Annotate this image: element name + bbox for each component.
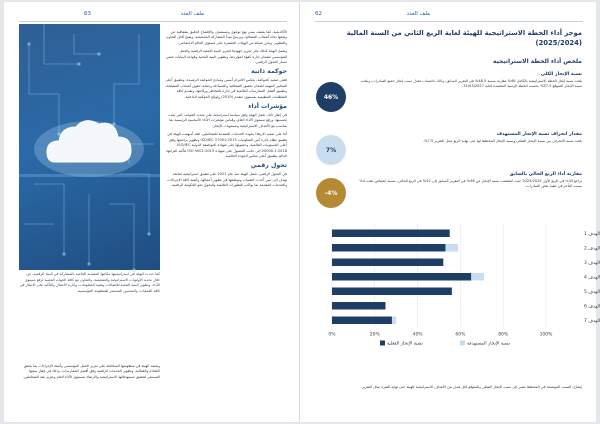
bar-actual bbox=[332, 230, 450, 238]
kpi-description: بلغت نسبة إنجاز الخطة الاستراتيجية بالكامل 46% مقارنة بنسبة 48.5% في التقرير السابق، وذلك باحتساب معدل نسب إنجاز جميع المبادرات، وبلغت نسبة الإنجاز المتوقع 37.5% بحسب الخطة الزمنية المعتمدة لغاية 31/03/2027. bbox=[360, 79, 582, 89]
bottom-paragraph bbox=[19, 364, 160, 383]
kpi-block-deviation bbox=[356, 132, 582, 144]
objectives-bar-chart bbox=[310, 220, 600, 378]
kpi-circle-total: 46% bbox=[316, 82, 346, 112]
paragraph: الأكاديمية، كما يتصف بتبني نهج توعوي ومستميل، والإفصاح الدقيق بشفافية عن وضعها تجاه أصحاب المصالح، ويرسخ مبدأ المشاركة المجتمعية، ويفتح آفاق التعاون والتطوير، ويعزز شبكة من الهيئات المتميزة على مستوى العالم الاجتماعي. bbox=[165, 30, 287, 45]
bar-actual bbox=[332, 317, 392, 325]
x-tick-label: 80% bbox=[498, 332, 509, 338]
legend-swatch bbox=[460, 341, 465, 346]
paragraph: وتعتمد الهيئة في منظومتها المتكاملة على تعزيز العمل المؤسسي وأتمتة الإجراءات بما يحقق الكفاءة والفعالية، وتطوير الخدمات الرقمية وفق أفضل الممارسات، وذلك في إطار سعيها المستمر لتحقيق مستهدفاتها الاستراتيجية والارتقاء بمستوى الأداء العام وتعزيز ثقة المتعاملين. bbox=[22, 364, 160, 379]
cloud-circuit-image bbox=[19, 24, 160, 270]
kpi-title: مقارنة أداء الربع الحالي بالسابق bbox=[509, 172, 582, 177]
article-column bbox=[164, 30, 287, 192]
category-label: الهدف 3 bbox=[584, 260, 600, 266]
paragraph: أما على صعيد الارتقاء بجودة الخدمات المقدمة للمتعاملين، فقد أسهمت الهيئة في تطبيق نظام إدارة أمن المعلومات ISO/IEC 27001:2013 وتطوير برامجها وفق أعلى المستويات العالمية، وحصولها على شهادة المواصفة الدولية ISO/IEC 20000-1:2018 إلى جانب الحصول على شهادة ISO 9001:2015 لتأكيد التزامها الدائم بتطبيق أعلى معايير الجودة العالمية. bbox=[166, 132, 287, 158]
category-label: الهدف 1 bbox=[584, 231, 600, 237]
bar-actual bbox=[332, 273, 471, 281]
paragraph: فعلى صعيد الحوكمة، يعكس الالتزام أسس ومبادئ الحوكمة الرشيدة، وتطبيق أعلى المعايير المهنية لضمان تحقيق الشفافية والمساءلة وحماية حقوق أصحاب المصلحة، وتطبيق أفضل الممارسات العالمية في إدارة المخاطر ورقابتها، وتقديم كافة المتطلبات التنظيمية بمستوى متقدم (2019) ولوائح الحوكمة الداخلية. bbox=[165, 78, 287, 99]
kpi-circle-deviation: 7% bbox=[316, 135, 346, 165]
kpi-circle-quarter: -4% bbox=[316, 178, 346, 208]
bar-actual bbox=[332, 288, 452, 296]
kpi-title: مقدار انحراف نسبة الإنجاز المستهدف bbox=[496, 132, 582, 137]
header-rule bbox=[315, 21, 583, 22]
category-label: الهدف 2 bbox=[584, 246, 600, 252]
page-number: 62 bbox=[315, 11, 322, 17]
x-tick-label: 20% bbox=[369, 332, 380, 338]
summary-heading: ملخص أداء الخطة الاستراتيجية bbox=[492, 58, 582, 65]
x-tick-label: 0% bbox=[328, 332, 336, 338]
cloud-icon bbox=[19, 24, 160, 270]
category-label: الهدف 5 bbox=[584, 289, 600, 295]
category-label: الهدف 4 bbox=[584, 275, 600, 281]
section-label: ملف العدد bbox=[180, 11, 204, 17]
chart-svg bbox=[310, 220, 600, 378]
right-page bbox=[300, 2, 600, 422]
paragraph: وتعمل الهيئة كذلك على تعزيز جهودها لتعزيز البنية التحتية الرقمية والعمل المؤسسي لضمان إدارة كفؤة لمواردها، وتطوير البنية التحتية وقواعد البيانات ضمن مسار التحول الرقمي. bbox=[165, 49, 287, 65]
category-label: الهدف 7 bbox=[584, 318, 600, 324]
x-tick-label: 40% bbox=[412, 332, 423, 338]
magazine-spread bbox=[4, 2, 600, 422]
page-number: 63 bbox=[84, 11, 91, 17]
chart-footnote: إيضاح: النسب الموضحة في المخطط تشير إلى نسب الإنجاز الفعلي والمتوقع لكل هدف من الأهداف الاستراتيجية للهيئة حتى نهاية الفترة محل التقرير. bbox=[360, 385, 582, 389]
section-label: ملف العدد bbox=[406, 11, 430, 17]
x-tick-label: 100% bbox=[539, 332, 553, 338]
kpi-block-total bbox=[356, 72, 582, 90]
left-page bbox=[4, 2, 300, 422]
page-title: موجز أداء الخطة الاستراتيجية للهيئة لغاية الربع الثاني من السنة المالية (2025/2024) bbox=[346, 29, 582, 47]
kpi-block-quarter bbox=[356, 172, 582, 190]
bar-actual bbox=[332, 302, 386, 310]
header-rule bbox=[19, 21, 287, 22]
legend-label: نسبة الإنجاز المستهدفة bbox=[467, 341, 511, 347]
section-heading: حوكمة ذاتية bbox=[251, 68, 287, 76]
bar-actual bbox=[332, 244, 445, 252]
paragraph: في إطار ذلك، تعمل الهيئة وفق سياسة استراتيجية على تحديد الجوانب التي يجب تحسينها، ورفع مستوى الأداء العام، وقياس مؤشرات الأداء الأساسية الرئيسية بما يتناسب مع الأهداف الاستراتيجية ومستويات الإنجاز. bbox=[168, 113, 287, 128]
section-heading: مؤشرات أداء bbox=[248, 103, 287, 111]
kpi-description: تراجع الأداء في الربع الأول 2025/2024 حيث انخفضت نسبة الإنجاز من 46% في التقرير السابق إلى 42% في الربع الحالي، بنسبة انخفاض بلغت 4% بسبب التأخر في تنفيذ بعض المبادرات. bbox=[359, 179, 582, 189]
category-label: الهدف 6 bbox=[584, 304, 600, 310]
bar-actual bbox=[332, 259, 443, 267]
kpi-title: نسبة الإنجاز الكلي bbox=[540, 72, 582, 77]
image-caption: كما حددت الهيئة في استراتيجيتها مكانتها التنفيذية الخاصة بالمشاركة في البيئة الرقمية، من خلال تحديد الأولويات الاستراتيجية والتشغيلية، والتعاون مع كافة الجهات المعنية لرفع مستوى الأداء، وتطوير البنية التحتية للاتصالات وتقنية المعلومات، وإدارة الأعمال والتأكيد على الابتكار في كافة العمليات، والتحسين المستمر للمنظومة المؤسسية. bbox=[19, 272, 160, 293]
paragraph: في التحول الرقمي، تعمل الهيئة منذ عام 2021 على تطبيق استراتيجية شاملة تهدف إلى تبني أحدث التقنيات وتوظيفها في تطوير أعمالها، وأتمتة كافة الإجراءات والخدمات المقدمة بما يواكب التطورات العالمية والتحول نحو الحكومة الرقمية. bbox=[167, 172, 287, 188]
x-tick-label: 60% bbox=[455, 332, 466, 338]
kpi-description: بلغت نسبة الانحراف بين نسبة الإنجاز الفعلي ونسبة الإنجاز المخطط لها حتى نهاية الربع محل التقرير 7.5%. bbox=[422, 139, 582, 143]
section-heading: تحول رقمي bbox=[250, 162, 287, 170]
legend-label: نسبة الإنجاز الفعلية bbox=[387, 341, 423, 347]
legend-swatch bbox=[380, 341, 385, 346]
